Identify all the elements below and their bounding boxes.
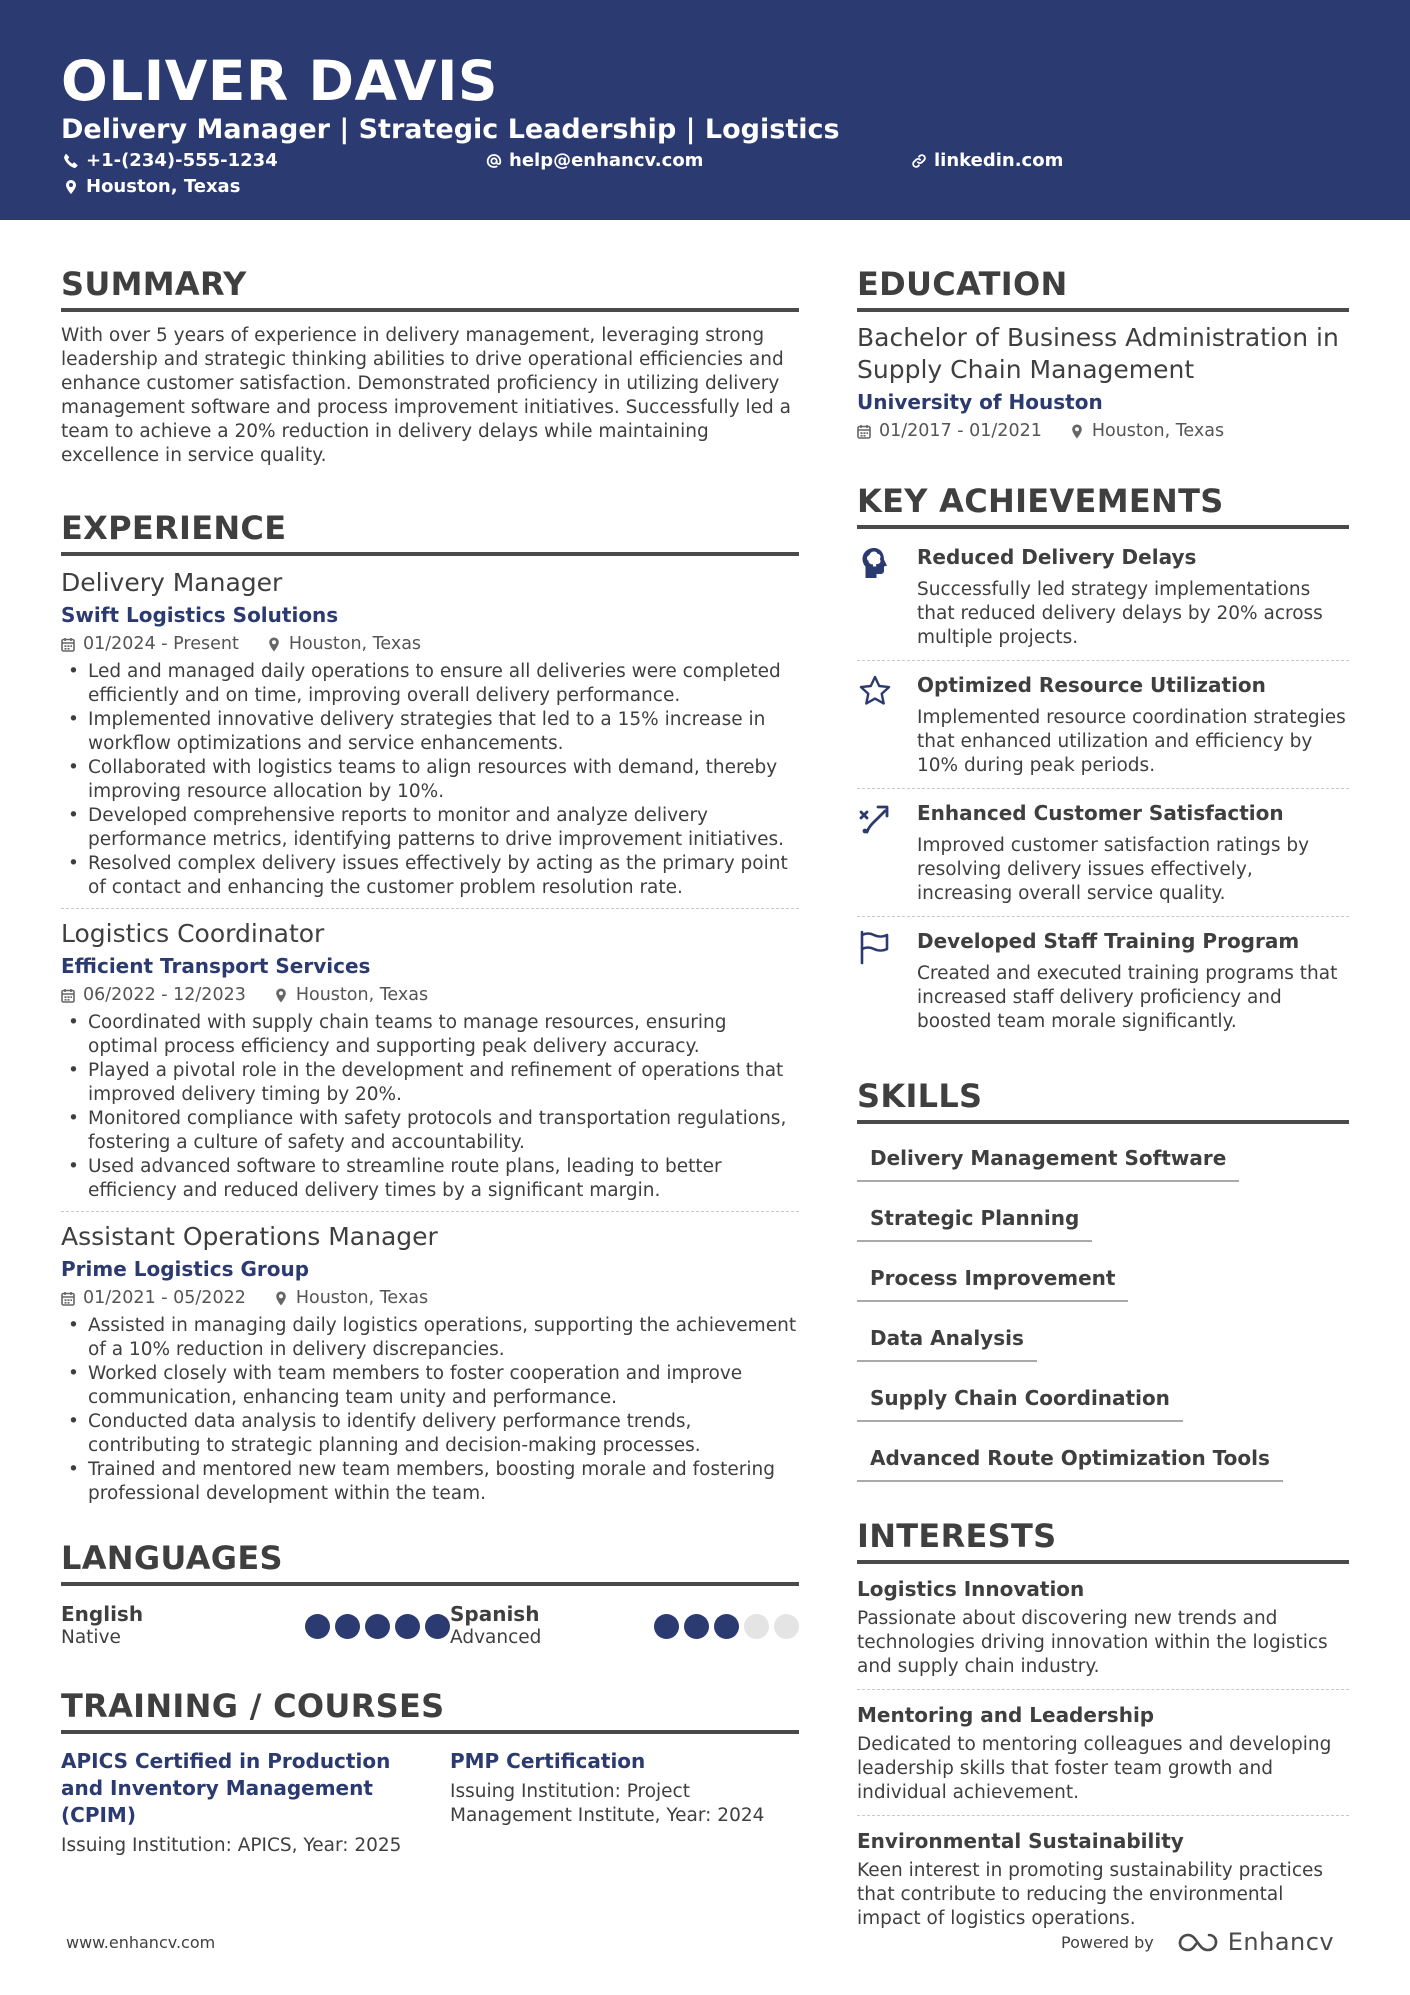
achievements-section — [857, 479, 1349, 1044]
course-item — [450, 1748, 799, 1858]
language-item — [450, 1602, 799, 1650]
job-entry — [61, 917, 799, 1212]
right-column — [857, 262, 1349, 1941]
education-heading: EDUCATION — [857, 262, 1349, 312]
training-heading: TRAINING / COURSES — [61, 1684, 799, 1734]
language-rating — [649, 1614, 799, 1650]
language-level: Advanced — [450, 1627, 542, 1648]
location-text: Houston, Texas — [86, 176, 241, 197]
at-sign-icon — [486, 153, 502, 169]
course-item — [61, 1748, 450, 1858]
interest-item — [857, 1564, 1349, 1690]
left-column — [61, 262, 799, 1858]
job-bullets — [61, 1011, 799, 1203]
language-rating — [300, 1614, 450, 1650]
interest-description: Passionate about discovering new trends and technologies driving innovation within the logistics and supply chain industry. — [857, 1608, 1328, 1677]
interest-title: Mentoring and Leadership — [857, 1703, 1155, 1727]
job-location-text: Houston, Texas — [295, 1288, 429, 1308]
education-location — [1070, 419, 1224, 443]
summary-heading: SUMMARY — [61, 262, 799, 312]
job-location — [267, 632, 421, 656]
calendar-icon — [61, 1291, 75, 1306]
language-name: Spanish — [450, 1602, 540, 1626]
location-pin-icon — [1070, 424, 1084, 439]
job-bullet: • Collaborated with logistics teams to align resources with demand, thereby improving resource allocation by 10%. — [61, 756, 799, 804]
brand-name: Enhancv — [1227, 1928, 1335, 1956]
course-title: APICS Certified in Production and Inventory Management (CPIM) — [61, 1749, 391, 1827]
calendar-icon — [61, 637, 75, 652]
rating-dot-empty — [774, 1614, 799, 1639]
brain-head-icon — [857, 545, 893, 581]
language-name: English — [61, 1602, 144, 1626]
job-dates: 01/2024 - Present — [83, 634, 239, 654]
job-bullet: • Trained and mentored new team members, boosting morale and fostering professional development within the team. — [61, 1458, 799, 1506]
contact-location — [63, 175, 240, 199]
job-dates: 06/2022 - 12/2023 — [83, 985, 246, 1005]
job-bullet: • Resolved complex delivery issues effectively by acting as the primary point of contact and enhancing the customer problem resolution rate. — [61, 852, 799, 900]
job-meta — [61, 632, 799, 656]
resume-header — [0, 0, 1410, 220]
location-pin-icon — [274, 988, 288, 1003]
skill-tag: Supply Chain Coordination — [857, 1378, 1183, 1422]
skills-heading: SKILLS — [857, 1074, 1349, 1124]
skill-tag: Process Improvement — [857, 1258, 1128, 1302]
website-text: linkedin.com — [934, 150, 1064, 171]
education-section — [857, 262, 1349, 443]
flag-icon — [857, 929, 893, 965]
job-bullet: • Used advanced software to streamline route plans, leading to better efficiency and reduced delivery times by a significant margin. — [61, 1155, 799, 1203]
achievement-description: Improved customer satisfaction ratings by resolving delivery issues effectively, increasing overall service quality. — [917, 835, 1310, 904]
interest-item — [857, 1690, 1349, 1816]
skills-section — [857, 1074, 1349, 1498]
job-dates: 01/2021 - 05/2022 — [83, 1288, 246, 1308]
job-location — [274, 1286, 428, 1310]
rating-dot-empty — [744, 1614, 769, 1639]
contact-website[interactable] — [911, 149, 1063, 173]
course-description: Issuing Institution: APICS, Year: 2025 — [61, 1835, 402, 1856]
job-title: Assistant Operations Manager — [61, 1222, 438, 1251]
job-meta — [61, 1286, 799, 1310]
job-entry — [61, 566, 799, 909]
job-location-text: Houston, Texas — [288, 634, 422, 654]
job-title: Delivery Manager — [61, 568, 283, 597]
course-title: PMP Certification — [450, 1749, 646, 1773]
email-text: help@enhancv.com — [509, 150, 704, 171]
phone-text: +1-(234)-555-1234 — [86, 150, 278, 171]
achievements-list — [857, 533, 1349, 1044]
training-list — [61, 1748, 799, 1858]
job-location-text: Houston, Texas — [295, 985, 429, 1005]
languages-heading: LANGUAGES — [61, 1536, 799, 1586]
company-name: Efficient Transport Services — [61, 954, 371, 978]
rating-dot-filled — [395, 1614, 420, 1639]
contact-phone[interactable] — [63, 149, 278, 173]
achievement-description: Created and executed training programs that increased staff delivery proficiency and boosted team morale significantly. — [917, 963, 1338, 1032]
job-bullet: • Played a pivotal role in the development and refinement of operations that improved delivery timing by 20%. — [61, 1059, 799, 1107]
achievement-item — [857, 533, 1349, 661]
skill-tag: Advanced Route Optimization Tools — [857, 1438, 1283, 1482]
achievement-item — [857, 661, 1349, 789]
company-name: Swift Logistics Solutions — [61, 603, 339, 627]
education-dates: 01/2017 - 01/2021 — [879, 421, 1042, 441]
interest-title: Logistics Innovation — [857, 1577, 1085, 1601]
job-bullet: • Developed comprehensive reports to monitor and analyze delivery performance metrics, identifying patterns to drive improvement initiatives. — [61, 804, 799, 852]
interests-heading: INTERESTS — [857, 1514, 1349, 1564]
interest-item — [857, 1816, 1349, 1941]
rating-dot-filled — [714, 1614, 739, 1639]
rating-dot-filled — [365, 1614, 390, 1639]
phone-icon — [63, 153, 79, 169]
interest-description: Dedicated to mentoring colleagues and developing leadership skills that foster team growth and individual achievement. — [857, 1734, 1332, 1803]
achievement-description: Successfully led strategy implementations that reduced delivery delays by 20% across multiple projects. — [917, 579, 1323, 648]
candidate-headline: Delivery Manager | Strategic Leadership | Logistics — [61, 114, 840, 145]
skills-list — [857, 1138, 1349, 1498]
summary-section — [61, 262, 799, 468]
footer-branding[interactable] — [1061, 1928, 1334, 1956]
achievements-heading: KEY ACHIEVEMENTS — [857, 479, 1349, 529]
interest-title: Environmental Sustainability — [857, 1829, 1184, 1853]
skill-tag: Delivery Management Software — [857, 1138, 1239, 1182]
skill-tag: Strategic Planning — [857, 1198, 1092, 1242]
achievement-description: Implemented resource coordination strategies that enhanced utilization and efficiency by 10% during peak periods. — [917, 707, 1346, 776]
rating-dot-filled — [654, 1614, 679, 1639]
rating-dot-filled — [425, 1614, 450, 1639]
experience-heading: EXPERIENCE — [61, 506, 799, 556]
powered-by-label: Powered by — [1061, 1932, 1154, 1952]
achievement-title: Enhanced Customer Satisfaction — [917, 801, 1284, 825]
achievement-title: Optimized Resource Utilization — [917, 673, 1266, 697]
job-bullet: • Assisted in managing daily logistics operations, supporting the achievement of a 10% reduction in delivery discrepancies. — [61, 1314, 799, 1362]
job-bullet: • Worked closely with team members to foster cooperation and improve communication, enhancing team unity and performance. — [61, 1362, 799, 1410]
contact-email[interactable] — [486, 149, 703, 173]
interests-list — [857, 1564, 1349, 1941]
summary-text: With over 5 years of experience in delivery management, leveraging strong leadership and strategic thinking abilities to drive operational efficiencies and enhance customer satisfaction. Demonstrated proficiency in utilizing delivery management software and process improvement initiatives. Successfully led a team to achieve a 20% reduction in delivery delays while maintaining excellence in service quality. — [61, 325, 791, 466]
school-name: University of Houston — [857, 390, 1103, 414]
job-bullet: • Led and managed daily operations to ensure all deliveries were completed efficiently and on time, improving overall delivery performance. — [61, 660, 799, 708]
education-meta — [857, 419, 1349, 443]
training-section — [61, 1684, 799, 1858]
job-location — [274, 983, 428, 1007]
languages-section — [61, 1536, 799, 1650]
languages-list — [61, 1602, 799, 1650]
star-icon — [857, 673, 893, 709]
achievement-title: Developed Staff Training Program — [917, 929, 1300, 953]
job-bullet: • Conducted data analysis to identify delivery performance trends, contributing to strategic planning and decision-making processes. — [61, 1410, 799, 1458]
job-bullet: • Coordinated with supply chain teams to manage resources, ensuring optimal process efficiency and supporting peak delivery accuracy. — [61, 1011, 799, 1059]
rating-dot-filled — [684, 1614, 709, 1639]
job-bullet: • Monitored compliance with safety protocols and transportation regulations, fostering a culture of safety and accountability. — [61, 1107, 799, 1155]
course-description: Issuing Institution: Project Management Institute, Year: 2024 — [450, 1781, 765, 1826]
job-entry — [61, 1220, 799, 1514]
experience-list — [61, 566, 799, 1514]
calendar-icon — [61, 988, 75, 1003]
interests-section — [857, 1514, 1349, 1941]
achievement-item — [857, 917, 1349, 1044]
job-meta — [61, 983, 799, 1007]
job-bullets — [61, 1314, 799, 1506]
job-bullet: • Implemented innovative delivery strategies that led to a 15% increase in workflow optimizations and service enhancements. — [61, 708, 799, 756]
job-bullets — [61, 660, 799, 900]
skill-tag: Data Analysis — [857, 1318, 1037, 1362]
interest-description: Keen interest in promoting sustainability practices that contribute to reducing the environmental impact of logistics operations. — [857, 1860, 1324, 1929]
location-pin-icon — [63, 179, 79, 195]
strategy-arrow-icon — [857, 801, 893, 837]
link-icon — [911, 153, 927, 169]
rating-dot-filled — [335, 1614, 360, 1639]
language-item — [61, 1602, 450, 1650]
job-title: Logistics Coordinator — [61, 919, 325, 948]
location-pin-icon — [274, 1291, 288, 1306]
rating-dot-filled — [305, 1614, 330, 1639]
experience-section — [61, 506, 799, 1514]
education-location-text: Houston, Texas — [1091, 421, 1225, 441]
location-pin-icon — [267, 637, 281, 652]
calendar-icon — [857, 424, 871, 439]
candidate-name: OLIVER DAVIS — [61, 49, 499, 113]
language-level: Native — [61, 1627, 121, 1648]
degree-title: Bachelor of Business Administration in Supply Chain Management — [857, 323, 1339, 384]
company-name: Prime Logistics Group — [61, 1257, 310, 1281]
footer-website[interactable]: www.enhancv.com — [66, 1933, 216, 1952]
achievement-item — [857, 789, 1349, 917]
achievement-title: Reduced Delivery Delays — [917, 545, 1197, 569]
enhancv-logo-icon — [1176, 1930, 1220, 1954]
